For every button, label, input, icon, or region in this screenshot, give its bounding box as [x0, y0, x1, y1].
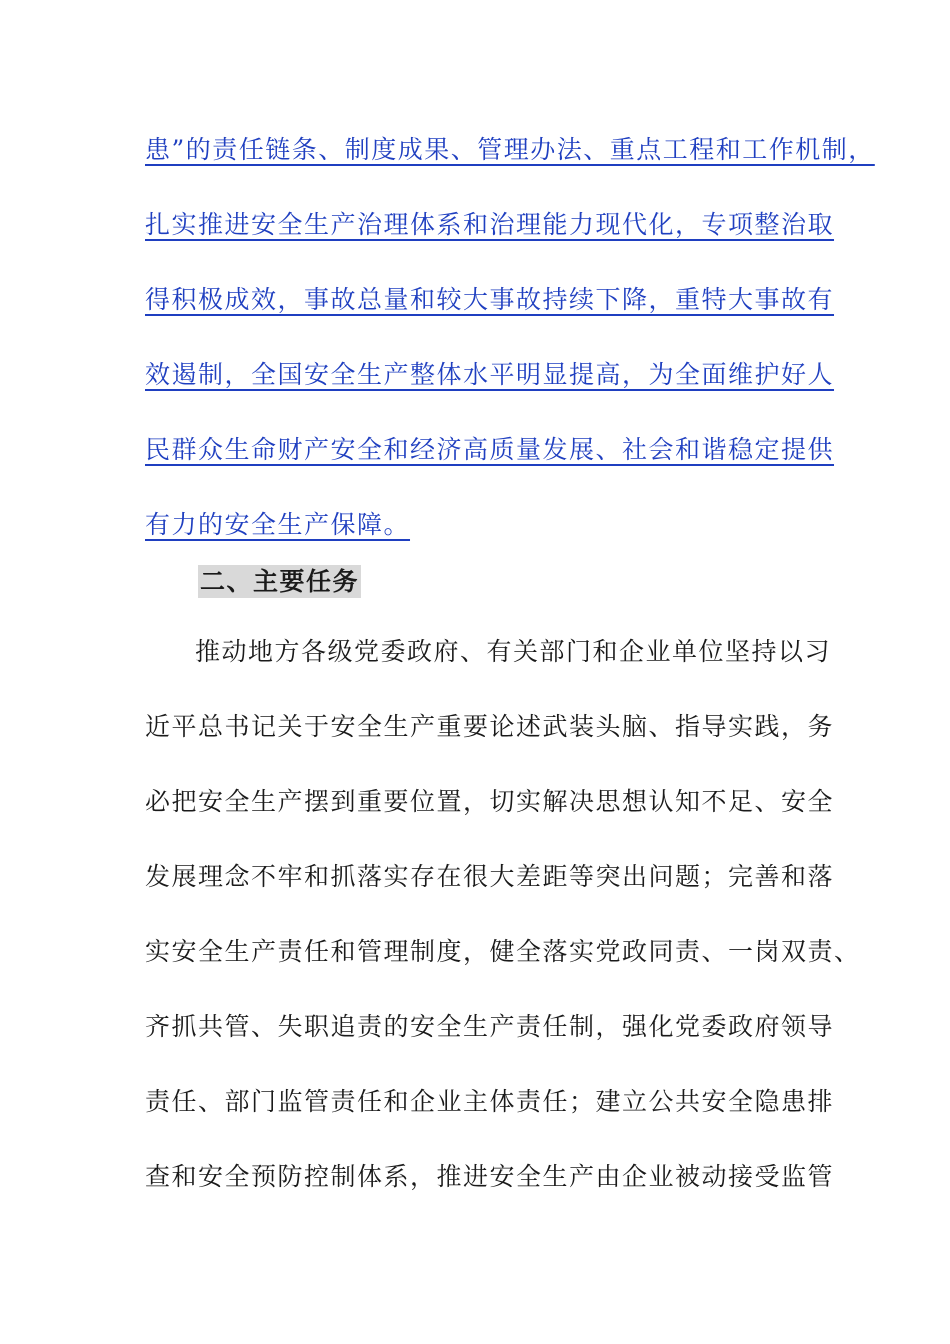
- body-paragraph-line: 实安全生产责任和管理制度，健全落实党政同责、一岗双责、: [145, 937, 861, 966]
- body-paragraph-line: 近平总书记关于安全生产重要论述武装头脑、指导实践，务: [145, 712, 835, 741]
- link-paragraph-line[interactable]: 有力的安全生产保障。: [145, 510, 411, 539]
- link-paragraph-line[interactable]: 扎实推进安全生产治理体系和治理能力现代化，专项整治取: [145, 210, 835, 239]
- body-paragraph-line: 推动地方各级党委政府、有关部门和企业单位坚持以习: [195, 637, 832, 666]
- body-paragraph-line: 发展理念不牢和抓落实存在很大差距等突出问题；完善和落: [145, 862, 835, 891]
- link-paragraph-line[interactable]: 患”的责任链条、制度成果、管理办法、重点工程和工作机制，: [145, 135, 875, 164]
- section-heading-text: 二、主要任务: [200, 567, 360, 596]
- section-heading: [198, 562, 361, 602]
- body-paragraph-line: 查和安全预防控制体系，推进安全生产由企业被动接受监管: [145, 1162, 835, 1191]
- link-paragraph-line[interactable]: 民群众生命财产安全和经济高质量发展、社会和谐稳定提供: [145, 435, 835, 464]
- body-paragraph-line: 齐抓共管、失职追责的安全生产责任制，强化党委政府领导: [145, 1012, 835, 1041]
- body-paragraph-line: 责任、部门监管责任和企业主体责任；建立公共安全隐患排: [145, 1087, 835, 1116]
- body-paragraph-line: 必把安全生产摆到重要位置，切实解决思想认知不足、安全: [145, 787, 835, 816]
- link-paragraph-line[interactable]: 得积极成效，事故总量和较大事故持续下降，重特大事故有: [145, 285, 835, 314]
- link-paragraph-line[interactable]: 效遏制，全国安全生产整体水平明显提高，为全面维护好人: [145, 360, 835, 389]
